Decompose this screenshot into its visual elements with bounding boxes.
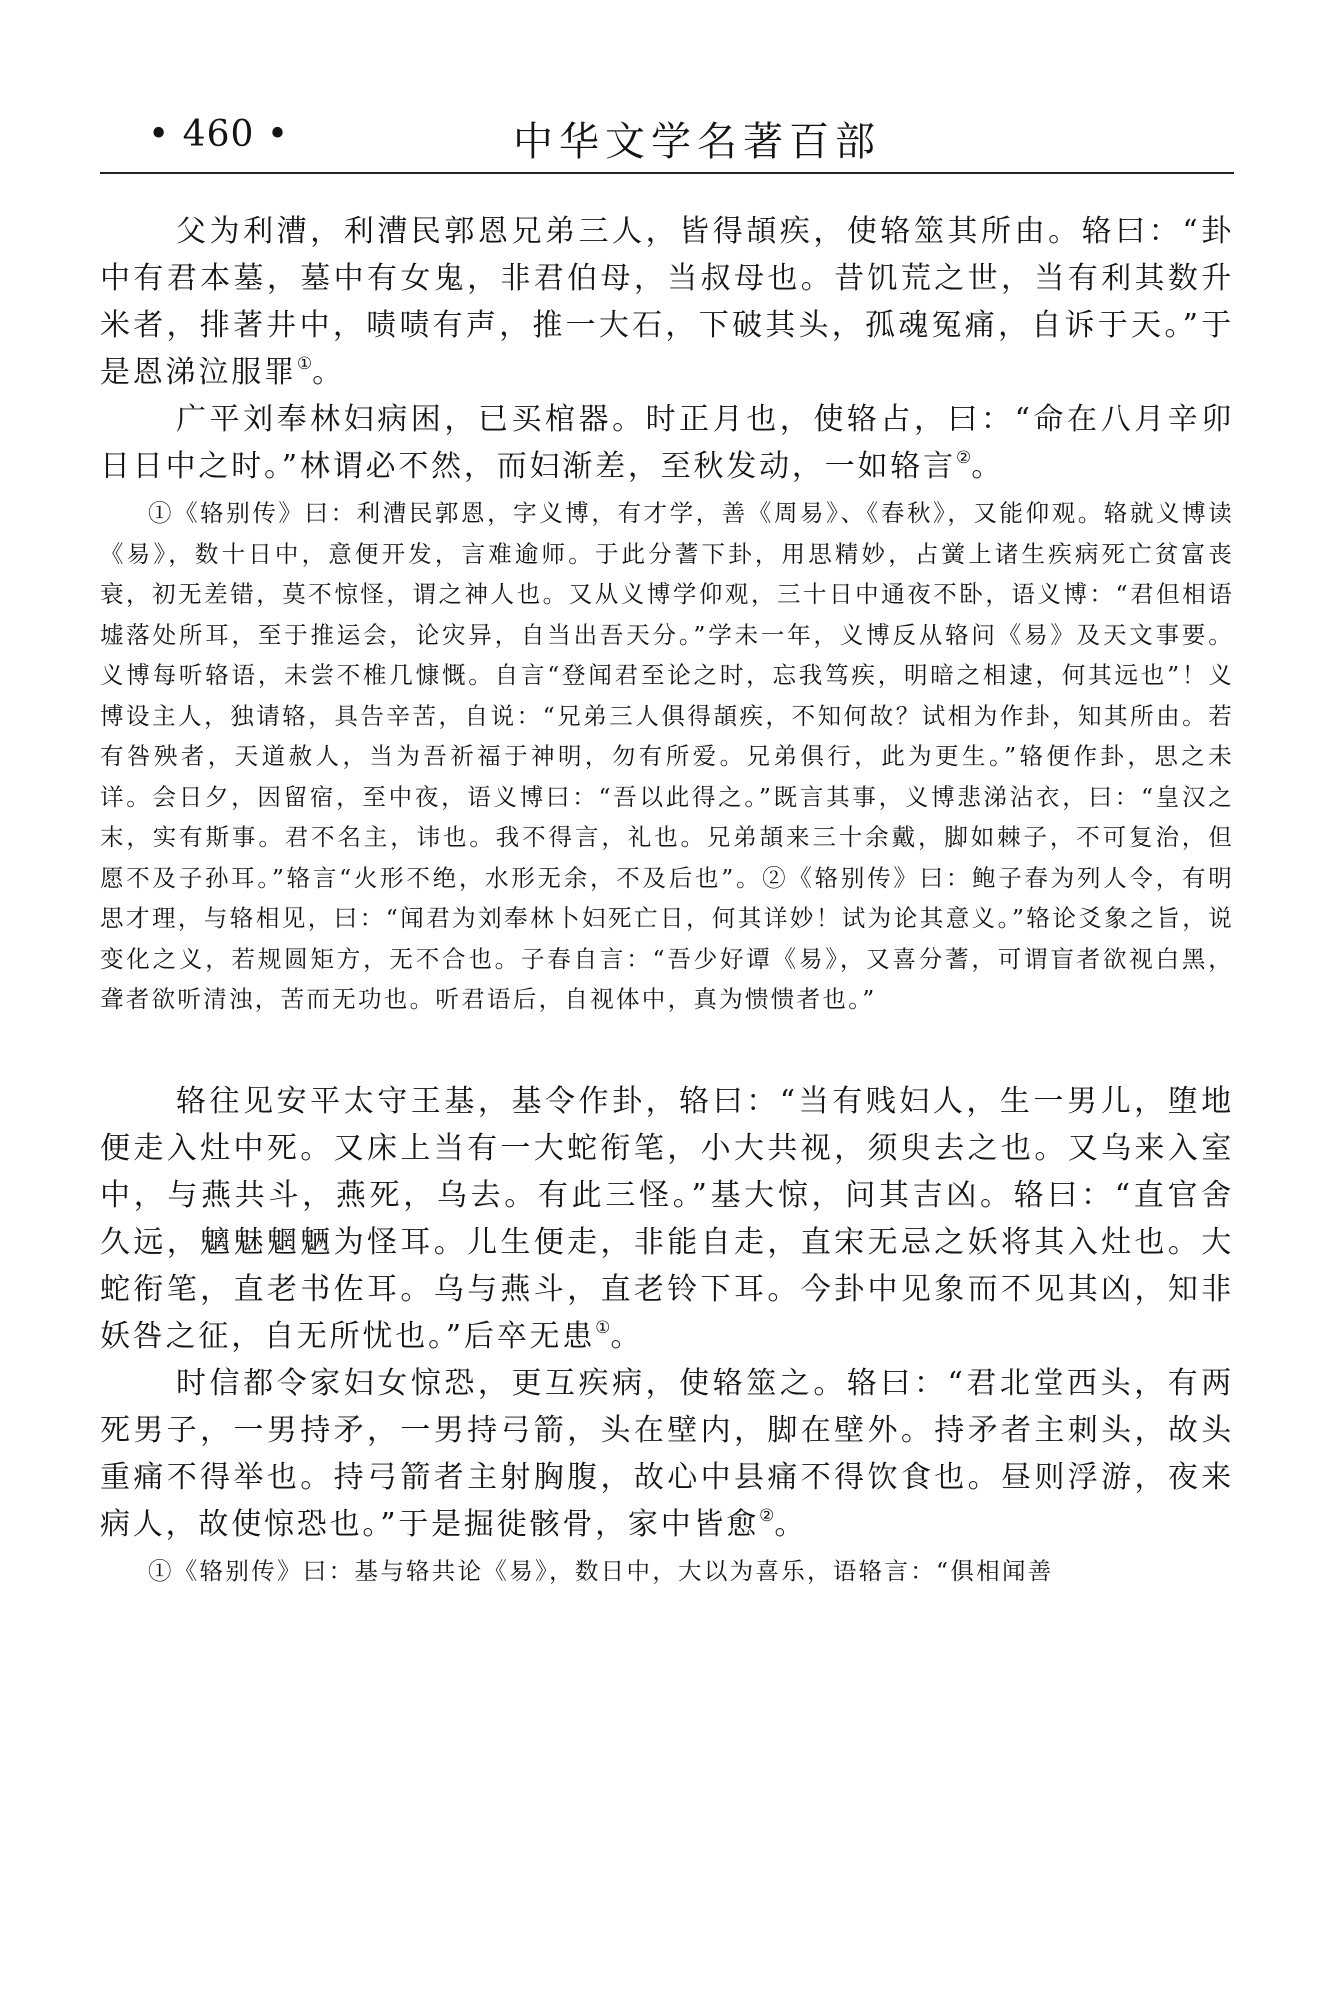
page-number: • 460 • <box>148 114 290 155</box>
header-rule <box>100 172 1234 174</box>
paragraph-4: 时信都令家妇女惊恐，更互疾病，使辂筮之。辂曰：“君北堂西头，有两死男子，一男持矛，一男持弓箭，头在壁内，脚在壁外。持矛者主刺头，故头重痛不得举也。持弓箭者主射胸腹，故心中县痛不得饮食也。昼则浮游，夜来病人，故使惊恐也。”于是掘徙骸骨，家中皆愈②。 <box>100 1365 1234 1542</box>
footnote-block-1: ①《辂别传》曰：利漕民郭恩，字义博，有才学，善《周易》、《春秋》，又能仰观。辂就义博读《易》，数十日中，意便开发，言难逾师。于此分蓍下卦，用思精妙，占黉上诸生疾病死亡贫富丧衰，初无差错，莫不惊怪，谓之神人也。又从义博学仰观，三十日中通夜不卧，语义博：“君但相语墟落处所耳，至于推运会，论灾异，自当出吾天分。”学未一年，义博反从辂问《易》及天文事要。义博每听辂语，未尝不椎几慷慨。自言“登闻君至论之时，忘我笃疾，明暗之相逮，何其远也”！义博设主人，独请辂，具告辛苦，自说：“兄弟三人俱得頡疾，不知何故？试相为作卦，知其所由。若有咎殃者，天道赦人，当为吾祈福于神明，勿有所爱。兄弟俱行，此为更生。”辂便作卦，思之未详。会日夕，因留宿，至中夜，语义博曰：“吾以此得之。”既言其事，义博悲涕沾衣，曰：“皇汉之末，实有斯事。君不名主，讳也。我不得言，礼也。兄弟頡来三十余戴，脚如棘子，不可复治，但愿不及子孙耳。”辂言“火形不绝，水形无余，不及后也”。②《辂别传》曰：鲍子春为列人令，有明思才理，与辂相见，曰：“闻君为刘奉林卜妇死亡日，何其详妙！试为论其意义。”辂论爻象之旨，说变化之义，若规圆矩方，无不合也。子春自言：“吾少好谭《易》，又喜分蓍，可谓盲者欲视白黑，聋者欲听清浊，苦而无功也。听君语后，自视体中，真为愦愦者也。” <box>100 499 1234 1013</box>
page-header <box>100 108 1234 168</box>
footnote-marker: ① <box>296 354 313 374</box>
book-title: 中华文学名著百部 <box>513 119 881 165</box>
footnote-marker: ① <box>595 1317 611 1338</box>
page-content <box>100 208 1234 1591</box>
footnote-marker: ② <box>759 1505 775 1526</box>
paragraph-2: 广平刘奉林妇病困，已买棺器。时正月也，使辂占，曰：“命在八月辛卯日日中之时。”林谓必不然，而妇渐差，至秋发动，一如辂言②。 <box>100 402 1234 484</box>
section-gap <box>100 1020 1234 1078</box>
paragraph-3: 辂往见安平太守王基，基令作卦，辂曰：“当有贱妇人，生一男儿，堕地便走入灶中死。又床上当有一大蛇衔笔，小大共视，须臾去之也。又乌来入室中，与燕共斗，燕死，乌去。有此三怪。”基大惊，问其吉凶。辂曰：“直官舍久远，魑魅魍魉为怪耳。儿生便走，非能自走，直宋无忌之妖将其入灶也。大蛇衔笔，直老书佐耳。乌与燕斗，直老铃下耳。今卦中见象而不见其凶，知非妖咎之征，自无所忧也。”后卒无患①。 <box>100 1083 1234 1354</box>
paragraph-1: 父为利漕，利漕民郭恩兄弟三人，皆得頡疾，使辂筮其所由。辂曰：“卦中有君本墓，墓中有女鬼，非君伯母，当叔母也。昔饥荒之世，当有利其数升米者，排著井中，啧啧有声，推一大石，下破其头，孤魂冤痛，自诉于天。”于是恩涕泣服罪①。 <box>100 214 1234 390</box>
footnote-block-2: ①《辂别传》曰：基与辂共论《易》，数日中，大以为喜乐，语辂言：“俱相闻善 <box>148 1556 1054 1585</box>
footnote-marker: ② <box>955 448 972 468</box>
